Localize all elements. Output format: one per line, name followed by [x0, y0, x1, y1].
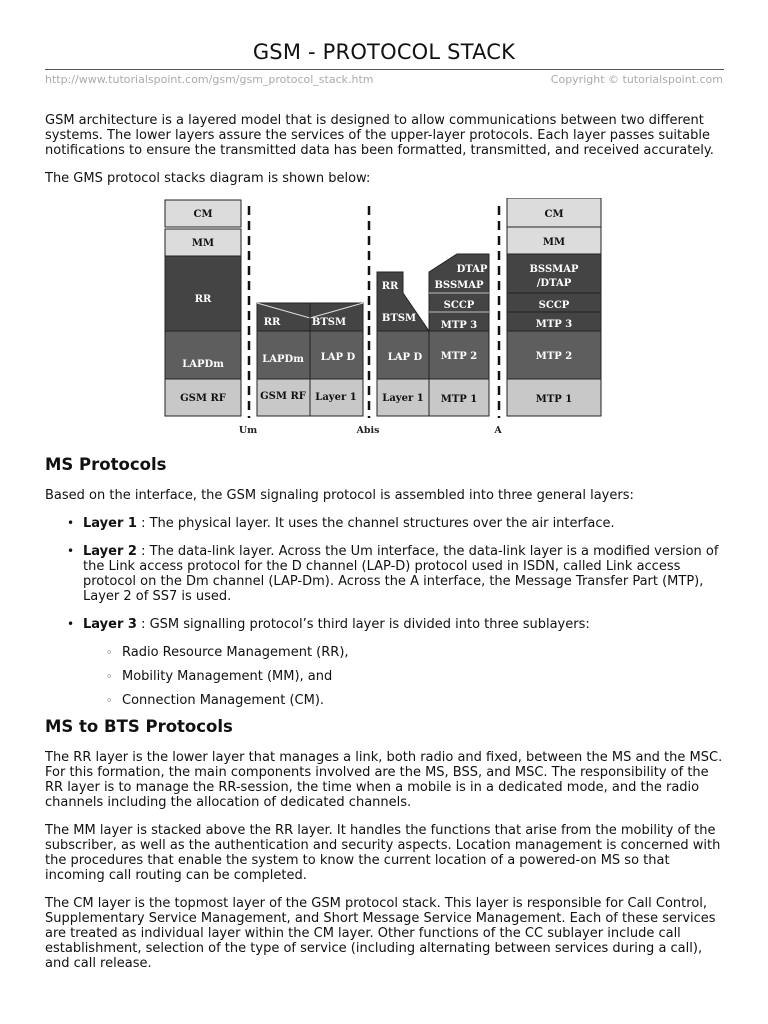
ms-mm-label: MM — [191, 238, 215, 249]
list-item-layer1: • Layer 1 : The physical layer. It uses the channel structures over the air interface. — [83, 516, 725, 531]
msc-sccp-label: SCCP — [538, 300, 570, 311]
bts-layer1-label: Layer 1 — [315, 392, 357, 403]
copyright: Copyright © tutorialspoint.com — [550, 73, 723, 86]
ms-gsmrf-label: GSM RF — [180, 393, 226, 404]
msc-mtp3-label: MTP 3 — [535, 319, 573, 330]
bsc-bssmap-label: BSSMAP — [434, 280, 484, 291]
msc-mm-label: MM — [542, 237, 566, 248]
list-item-layer2: • Layer 2 : The data-link layer. Across the Um interface, the data-link layer is a modified version of the Link access protocol for the D channel (LAP-D) protocol used in ISDN, called Link access protocol on the Dm channel (LAP-Dm). Across the A interface, the Message Transfer Part (MTP), Layer 2 of SS7 is used. — [83, 544, 725, 604]
interface-a-label: A — [494, 425, 502, 436]
diagram-caption: The GMS protocol stacks diagram is shown below: — [45, 171, 371, 186]
cm-paragraph: The CM layer is the topmost layer of the GSM protocol stack. This layer is responsible for Call Control, Supplementary Service Management, and Short Message Service Management. Each of these services are treated as individual layer within the CM layer. Other functions of the CC sublayer include call establishment, selection of the type of service (including alternating between services during a call), and call release. — [45, 896, 716, 971]
rr-paragraph: The RR layer is the lower layer that manages a link, both radio and fixed, between the MS and the MSC. For this formation, the main components involved are the MS, BSS, and MSC. The responsibility of the RR layer is to manage the RR-session, the time when a mobile is in a dedicated mode, and the radio channels including the allocation of dedicated channels. — [45, 750, 723, 810]
bsc-layer1-label: Layer 1 — [382, 393, 424, 404]
article-body — [45, 113, 725, 984]
ms-rr-label: RR — [194, 294, 212, 305]
msc-mtp1-label: MTP 1 — [535, 394, 573, 405]
protocol-stack-svg — [45, 198, 725, 441]
intro-paragraph: GSM architecture is a layered model that is designed to allow communications between two different systems. The lower layers assure the services of the upper-layer protocols. Each layer passes suitable notifications to ensure the transmitted data has been formatted, transmitted, and received accurately. — [45, 113, 714, 158]
ms-lapdm-label: LAPDm — [182, 359, 224, 370]
protocol-stack-diagram — [45, 198, 725, 441]
list-item-layer3: • Layer 3 : GSM signalling protocol’s third layer is divided into three sublayers: ◦ Radio Resource Management (RR), ◦ Mobility Management (MM), and ◦ Connection Management (CM). — [83, 617, 725, 708]
msc-mtp2-label: MTP 2 — [535, 351, 573, 362]
bsc-dtap-label: DTAP — [456, 264, 488, 275]
source-url: http://www.tutorialspoint.com/gsm/gsm_protocol_stack.htm — [45, 73, 374, 86]
bsc-mtp3-label: MTP 3 — [440, 320, 478, 331]
interface-um-label: Um — [238, 425, 258, 436]
bts-gsmrf-label: GSM RF — [260, 391, 306, 402]
ms-protocols-intro: Based on the interface, the GSM signaling protocol is assembled into three general layers: — [45, 488, 634, 503]
bts-btsm-label: BTSM — [311, 317, 347, 328]
bsc-rr-label: RR — [381, 281, 399, 292]
bsc-mtp1-label: MTP 1 — [440, 394, 478, 405]
msc-bssmap-label: BSSMAP — [529, 264, 579, 275]
list-item-sublayer: ◦ Connection Management (CM). — [122, 693, 725, 708]
bsc-mtp2-label: MTP 2 — [440, 351, 478, 362]
ms-protocols-heading: MS Protocols — [45, 455, 167, 474]
msc-cm-label: CM — [544, 209, 564, 220]
bsc-btsm-label: BTSM — [381, 313, 417, 324]
msc-dtap-label: /DTAP — [536, 278, 572, 289]
ms-bts-heading: MS to BTS Protocols — [45, 717, 233, 736]
page-title: GSM - PROTOCOL STACK — [252, 40, 516, 64]
bts-lapd-label: LAP D — [320, 352, 356, 363]
list-item-sublayer: ◦ Mobility Management (MM), and — [122, 669, 725, 684]
bsc-lapd-label: LAP D — [387, 352, 423, 363]
bts-lapdm-label: LAPDm — [262, 354, 304, 365]
list-item-sublayer: ◦ Radio Resource Management (RR), — [122, 645, 725, 660]
interface-abis-label: Abis — [356, 425, 380, 436]
bsc-sccp-label: SCCP — [443, 300, 475, 311]
sublayer-list — [83, 645, 725, 708]
bts-rr-label: RR — [263, 317, 281, 328]
ms-cm-label: CM — [193, 209, 213, 220]
layer-list — [45, 516, 725, 708]
header-divider — [45, 69, 724, 70]
mm-paragraph: The MM layer is stacked above the RR layer. It handles the functions that arise from the mobility of the subscriber, as well as the authentication and security aspects. Location management is concerned with the procedures that enable the system to know the current location of a powered-on MS so that incoming call routing can be completed. — [45, 823, 721, 883]
